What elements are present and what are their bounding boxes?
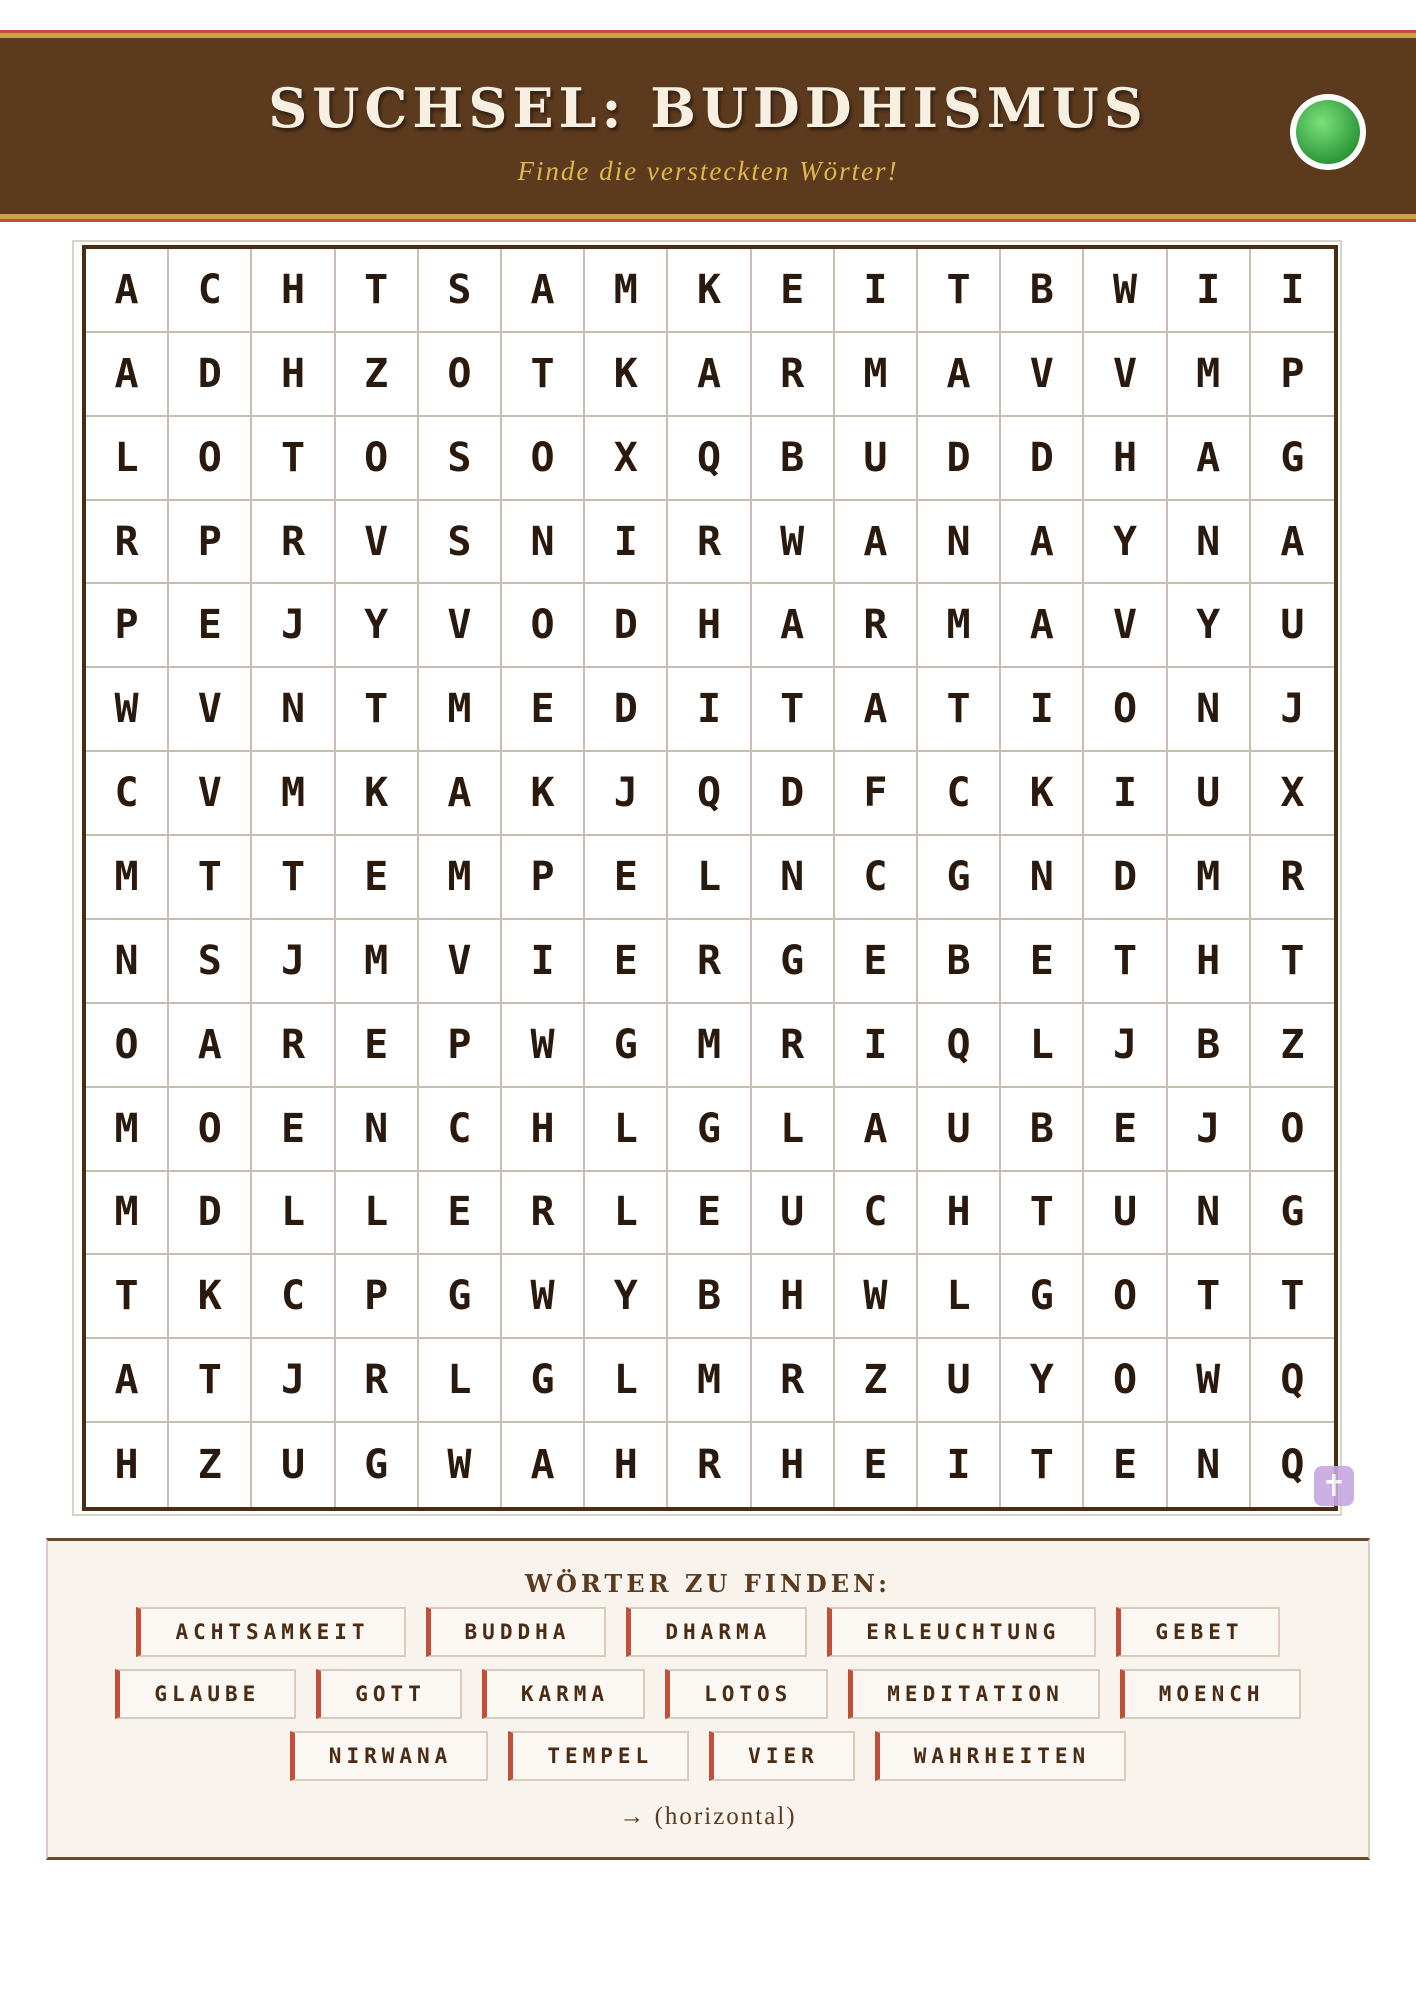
grid-cell[interactable]: C <box>835 1172 918 1256</box>
grid-cell[interactable]: A <box>169 1004 252 1088</box>
grid-cell[interactable]: M <box>1168 836 1251 920</box>
direction-note: → (horizontal) <box>619 1803 797 1830</box>
grid-cell[interactable]: D <box>752 752 835 836</box>
word-row <box>48 1731 1368 1781</box>
grid-cell[interactable]: I <box>918 1423 1001 1507</box>
grid-cell[interactable]: K <box>668 249 751 333</box>
grid-cell[interactable]: A <box>86 1339 169 1423</box>
letter-grid <box>82 245 1338 1511</box>
grid-cell[interactable]: M <box>86 1088 169 1172</box>
grid-cell[interactable]: J <box>1251 668 1334 752</box>
grid-cell[interactable]: S <box>419 417 502 501</box>
grid-cell[interactable]: R <box>1251 836 1334 920</box>
grid-cell[interactable]: T <box>1001 1423 1084 1507</box>
grid-cell[interactable]: U <box>252 1423 335 1507</box>
grid-cell[interactable]: T <box>1251 920 1334 1004</box>
grid-cell[interactable]: Q <box>1280 1442 1305 1489</box>
grid-cell[interactable]: D <box>918 417 1001 501</box>
grid-cell[interactable]: O <box>169 1088 252 1172</box>
word-row <box>48 1669 1368 1719</box>
grid-cell[interactable]: H <box>252 249 335 333</box>
grid-cell[interactable]: H <box>918 1172 1001 1256</box>
grid-cell[interactable]: M <box>918 584 1001 668</box>
grid-cell[interactable]: H <box>86 1423 169 1507</box>
grid-cell[interactable]: G <box>1251 417 1334 501</box>
grid-cell[interactable]: R <box>835 584 918 668</box>
grid-cell[interactable]: O <box>419 333 502 417</box>
grid-cell[interactable]: L <box>86 417 169 501</box>
grid-cell[interactable]: T <box>1251 1255 1334 1339</box>
grid-cell[interactable]: T <box>336 249 419 333</box>
grid-cell[interactable]: R <box>336 1339 419 1423</box>
grid-cell[interactable]: I <box>1168 249 1251 333</box>
grid-cell[interactable]: G <box>585 1004 668 1088</box>
grid-cell[interactable]: L <box>419 1339 502 1423</box>
grid-cell[interactable]: K <box>585 333 668 417</box>
word-tag[interactable]: GOTT <box>316 1669 462 1719</box>
word-tag[interactable]: GLAUBE <box>115 1669 296 1719</box>
grid-cell[interactable]: T <box>502 333 585 417</box>
grid-cell[interactable]: A <box>1251 501 1334 585</box>
grid-cell[interactable]: E <box>585 836 668 920</box>
grid-cell[interactable]: B <box>668 1255 751 1339</box>
grid-cell[interactable]: H <box>1084 417 1167 501</box>
grid-cell[interactable]: O <box>1084 1339 1167 1423</box>
grid-cell[interactable]: W <box>835 1255 918 1339</box>
grid-cell[interactable]: E <box>585 920 668 1004</box>
grid-cell[interactable]: W <box>1168 1339 1251 1423</box>
grid-cell[interactable]: H <box>502 1088 585 1172</box>
grid-cell[interactable]: B <box>1168 1004 1251 1088</box>
word-tag[interactable]: ERLEUCHTUNG <box>827 1607 1096 1657</box>
grid-cell[interactable]: L <box>1001 1004 1084 1088</box>
grid-cell[interactable]: M <box>252 752 335 836</box>
grid-cell[interactable]: D <box>169 1172 252 1256</box>
grid-cell[interactable]: U <box>918 1088 1001 1172</box>
grid-cell[interactable]: I <box>502 920 585 1004</box>
grid-cell[interactable]: P <box>169 501 252 585</box>
grid-cell[interactable]: K <box>1001 752 1084 836</box>
grid-cell[interactable]: S <box>419 501 502 585</box>
grid-cell[interactable]: M <box>86 1172 169 1256</box>
grid-cell[interactable]: A <box>752 584 835 668</box>
grid-cell[interactable]: H <box>752 1423 835 1507</box>
grid-cell[interactable]: A <box>918 333 1001 417</box>
grid-cell[interactable]: U <box>918 1339 1001 1423</box>
grid-cell[interactable]: G <box>918 836 1001 920</box>
word-tag[interactable]: LOTOS <box>665 1669 828 1719</box>
word-tag[interactable]: VIER <box>709 1731 855 1781</box>
grid-cell[interactable]: W <box>1084 249 1167 333</box>
grid-cell[interactable]: V <box>169 752 252 836</box>
grid-cell[interactable]: M <box>1168 333 1251 417</box>
grid-cell[interactable]: Y <box>1168 584 1251 668</box>
grid-cell[interactable]: O <box>1251 1088 1334 1172</box>
grid-cell[interactable]: Y <box>1001 1339 1084 1423</box>
grid-cell[interactable]: Q <box>668 417 751 501</box>
grid-cell[interactable]: A <box>86 249 169 333</box>
grid-cell[interactable]: I <box>668 668 751 752</box>
grid-cell[interactable]: E <box>336 1004 419 1088</box>
grid-cell[interactable]: J <box>1168 1088 1251 1172</box>
grid-cell[interactable]: N <box>918 501 1001 585</box>
grid-cell[interactable]: R <box>252 1004 335 1088</box>
grid-cell[interactable]: R <box>752 333 835 417</box>
grid-cell[interactable]: S <box>419 249 502 333</box>
grid-cell[interactable]: P <box>502 836 585 920</box>
grid-cell[interactable]: P <box>86 584 169 668</box>
grid-cell[interactable]: A <box>668 333 751 417</box>
word-tag[interactable]: MEDITATION <box>848 1669 1099 1719</box>
grid-cell[interactable]: A <box>1001 501 1084 585</box>
grid-cell[interactable]: N <box>502 501 585 585</box>
grid-cell[interactable]: V <box>336 501 419 585</box>
grid-cell[interactable]: N <box>86 920 169 1004</box>
grid-cell[interactable]: M <box>668 1339 751 1423</box>
grid-cell[interactable]: A <box>835 501 918 585</box>
grid-cell[interactable]: E <box>1084 1088 1167 1172</box>
grid-cell[interactable]: I <box>835 1004 918 1088</box>
grid-cell[interactable]: V <box>419 920 502 1004</box>
grid-cell[interactable]: O <box>1084 1255 1167 1339</box>
grid-cell[interactable]: T <box>1001 1172 1084 1256</box>
word-tag[interactable]: TEMPEL <box>508 1731 689 1781</box>
grid-cell[interactable]: W <box>419 1423 502 1507</box>
grid-cell[interactable]: M <box>336 920 419 1004</box>
grid-cell[interactable]: W <box>752 501 835 585</box>
word-tag[interactable]: NIRWANA <box>290 1731 489 1781</box>
grid-cell[interactable]: U <box>752 1172 835 1256</box>
grid-cell[interactable]: H <box>252 333 335 417</box>
grid-cell[interactable]: C <box>86 752 169 836</box>
grid-cell[interactable]: T <box>1084 920 1167 1004</box>
grid-cell[interactable]: T <box>1168 1255 1251 1339</box>
grid-cell[interactable]: T <box>918 668 1001 752</box>
word-tag[interactable]: DHARMA <box>626 1607 807 1657</box>
word-tag[interactable]: BUDDHA <box>426 1607 607 1657</box>
grid-cell[interactable]: D <box>585 668 668 752</box>
grid-cell[interactable]: T <box>252 836 335 920</box>
grid-cell[interactable]: A <box>835 1088 918 1172</box>
grid-cell[interactable]: X <box>585 417 668 501</box>
grid-cell[interactable]: H <box>668 584 751 668</box>
grid-cell[interactable]: O <box>502 584 585 668</box>
grid-cell[interactable]: N <box>1001 836 1084 920</box>
grid-cell[interactable]: M <box>419 668 502 752</box>
grid-cell[interactable]: E <box>668 1172 751 1256</box>
grid-cell[interactable]: R <box>668 1423 751 1507</box>
grid-cell[interactable]: W <box>86 668 169 752</box>
grid-cell[interactable]: N <box>1168 501 1251 585</box>
grid-cell[interactable]: B <box>1001 249 1084 333</box>
grid-cell[interactable]: W <box>502 1004 585 1088</box>
grid-cell[interactable]: E <box>835 920 918 1004</box>
word-row <box>48 1607 1368 1657</box>
grid-cell[interactable]: C <box>835 836 918 920</box>
grid-cell[interactable]: C <box>169 249 252 333</box>
grid-cell[interactable]: R <box>752 1339 835 1423</box>
grid-cell[interactable]: R <box>502 1172 585 1256</box>
grid-cell[interactable]: A <box>502 249 585 333</box>
grid-cell[interactable]: A <box>1168 417 1251 501</box>
grid-cell[interactable]: N <box>1168 1172 1251 1256</box>
grid-cell[interactable]: D <box>585 584 668 668</box>
grid-cell[interactable]: J <box>585 752 668 836</box>
word-tag[interactable]: WAHRHEITEN <box>875 1731 1126 1781</box>
grid-cell[interactable]: C <box>419 1088 502 1172</box>
grid-cell[interactable]: I <box>1251 249 1334 333</box>
grid-cell[interactable]: N <box>336 1088 419 1172</box>
grid-cell[interactable]: G <box>502 1339 585 1423</box>
grid-cell[interactable]: K <box>502 752 585 836</box>
grid-cell[interactable]: A <box>86 333 169 417</box>
page-subtitle: Finde die versteckten Wörter! <box>517 156 899 186</box>
grid-cell[interactable]: A <box>502 1423 585 1507</box>
grid-cell[interactable]: D <box>1001 417 1084 501</box>
grid-cell[interactable]: W <box>502 1255 585 1339</box>
grid-cell[interactable]: R <box>86 501 169 585</box>
grid-cell[interactable]: E <box>336 836 419 920</box>
grid-cell[interactable]: U <box>1251 584 1334 668</box>
grid-cell[interactable]: J <box>252 1339 335 1423</box>
grid-cell[interactable]: Y <box>1084 501 1167 585</box>
grid-cell[interactable]: V <box>1001 333 1084 417</box>
grid-cell[interactable]: N <box>252 668 335 752</box>
grid-cell[interactable]: I <box>1084 752 1167 836</box>
grid-cell[interactable]: G <box>1251 1172 1334 1256</box>
grid-cell[interactable]: O <box>336 417 419 501</box>
grid-cell[interactable]: K <box>336 752 419 836</box>
grid-cell[interactable]: Q <box>668 752 751 836</box>
grid-cell[interactable]: B <box>1001 1088 1084 1172</box>
grid-cell[interactable]: G <box>1001 1255 1084 1339</box>
grid-cell[interactable]: A <box>419 752 502 836</box>
grid-cell[interactable]: X <box>1251 752 1334 836</box>
grid-cell[interactable]: J <box>252 920 335 1004</box>
grid-cell[interactable]: T <box>336 668 419 752</box>
grid-cell[interactable]: Z <box>835 1339 918 1423</box>
grid-cell[interactable]: R <box>752 1004 835 1088</box>
grid-cell[interactable]: V <box>169 668 252 752</box>
grid-cell[interactable]: O <box>86 1004 169 1088</box>
grid-cell[interactable]: Z <box>1251 1004 1334 1088</box>
grid-cell[interactable]: O <box>169 417 252 501</box>
grid-cell[interactable]: Y <box>585 1255 668 1339</box>
grid-cell[interactable]: G <box>336 1423 419 1507</box>
grid-cell[interactable]: D <box>169 333 252 417</box>
grid-cell[interactable]: D <box>1084 836 1167 920</box>
grid-cell[interactable]: E <box>502 668 585 752</box>
grid-cell[interactable]: E <box>419 1172 502 1256</box>
grid-cell[interactable]: L <box>585 1172 668 1256</box>
grid-cell[interactable]: P <box>419 1004 502 1088</box>
header-banner <box>0 33 1416 219</box>
grid-cell[interactable]: A <box>1001 584 1084 668</box>
grid-cell[interactable]: U <box>835 417 918 501</box>
grid-cell[interactable]: R <box>668 501 751 585</box>
grid-cell[interactable]: F <box>835 752 918 836</box>
grid-cell[interactable]: T <box>86 1255 169 1339</box>
grid-cell[interactable]: Q <box>1251 1339 1334 1423</box>
grid-cell[interactable]: M <box>585 249 668 333</box>
grid-cell[interactable]: Q <box>918 1004 1001 1088</box>
grid-cell[interactable]: R <box>668 920 751 1004</box>
word-tag[interactable]: MOENCH <box>1120 1669 1301 1719</box>
grid-cell[interactable]: M <box>668 1004 751 1088</box>
grid-cell[interactable]: P <box>1251 333 1334 417</box>
grid-cell[interactable]: T <box>918 249 1001 333</box>
grid-cell[interactable]: H <box>585 1423 668 1507</box>
grid-cell[interactable]: Y <box>336 584 419 668</box>
word-bank-title: WÖRTER ZU FINDEN: <box>525 1569 891 1598</box>
grid-cell[interactable]: T <box>752 668 835 752</box>
status-indicator-icon[interactable] <box>1290 94 1366 170</box>
grid-cell[interactable]: A <box>835 668 918 752</box>
grid-cell[interactable]: E <box>1001 920 1084 1004</box>
grid-cell[interactable]: J <box>1084 1004 1167 1088</box>
grid-cell[interactable]: C <box>918 752 1001 836</box>
page-title: SUCHSEL: BUDDHISMUS <box>268 76 1148 140</box>
grid-cell[interactable]: U <box>1084 1172 1167 1256</box>
grid-cell[interactable]: M <box>419 836 502 920</box>
grid-cell[interactable]: G <box>668 1088 751 1172</box>
cross-icon[interactable]: ✝ <box>1314 1466 1354 1506</box>
grid-cell[interactable]: E <box>1084 1423 1167 1507</box>
grid-cell[interactable]: S <box>169 920 252 1004</box>
grid-cell[interactable]: U <box>1168 752 1251 836</box>
word-tag[interactable]: ACHTSAMKEIT <box>136 1607 405 1657</box>
grid-cell[interactable]: M <box>835 333 918 417</box>
grid-cell[interactable]: O <box>502 417 585 501</box>
grid-cell[interactable]: I <box>1001 668 1084 752</box>
grid-cell[interactable]: E <box>169 584 252 668</box>
grid-cell[interactable]: L <box>668 836 751 920</box>
grid-cell[interactable]: N <box>752 836 835 920</box>
grid-cell[interactable]: L <box>252 1172 335 1256</box>
word-tag[interactable]: KARMA <box>482 1669 645 1719</box>
grid-cell[interactable]: T <box>169 836 252 920</box>
grid-cell[interactable]: I <box>835 249 918 333</box>
grid-cell[interactable]: V <box>1084 584 1167 668</box>
grid-cell[interactable]: C <box>252 1255 335 1339</box>
grid-cell[interactable]: E <box>252 1088 335 1172</box>
puzzle-frame <box>72 240 1342 1516</box>
grid-cell[interactable]: Z <box>336 333 419 417</box>
grid-cell[interactable]: O <box>1084 668 1167 752</box>
grid-cell[interactable]: N <box>1168 668 1251 752</box>
grid-cell[interactable]: B <box>752 417 835 501</box>
grid-cell[interactable]: I <box>585 501 668 585</box>
grid-cell[interactable]: L <box>752 1088 835 1172</box>
grid-cell[interactable]: H <box>1168 920 1251 1004</box>
grid-cell[interactable]: L <box>918 1255 1001 1339</box>
grid-cell[interactable]: P <box>336 1255 419 1339</box>
grid-cell[interactable]: V <box>1084 333 1167 417</box>
grid-cell[interactable]: J <box>252 584 335 668</box>
grid-cell[interactable]: T <box>252 417 335 501</box>
grid-cell[interactable]: L <box>585 1339 668 1423</box>
grid-cell[interactable]: Z <box>169 1423 252 1507</box>
grid-cell[interactable]: B <box>918 920 1001 1004</box>
grid-cell[interactable]: N <box>1168 1423 1251 1507</box>
grid-cell[interactable]: E <box>752 249 835 333</box>
word-tag[interactable]: GEBET <box>1116 1607 1279 1657</box>
word-bank <box>46 1538 1370 1860</box>
grid-cell[interactable]: R <box>252 501 335 585</box>
grid-cell[interactable]: V <box>419 584 502 668</box>
grid-cell[interactable]: K <box>169 1255 252 1339</box>
grid-cell[interactable]: G <box>752 920 835 1004</box>
grid-cell[interactable]: M <box>86 836 169 920</box>
grid-cell[interactable]: G <box>419 1255 502 1339</box>
grid-cell[interactable]: L <box>336 1172 419 1256</box>
grid-cell[interactable]: E <box>835 1423 918 1507</box>
grid-cell[interactable]: H <box>752 1255 835 1339</box>
grid-cell[interactable]: T <box>169 1339 252 1423</box>
grid-cell[interactable]: L <box>585 1088 668 1172</box>
